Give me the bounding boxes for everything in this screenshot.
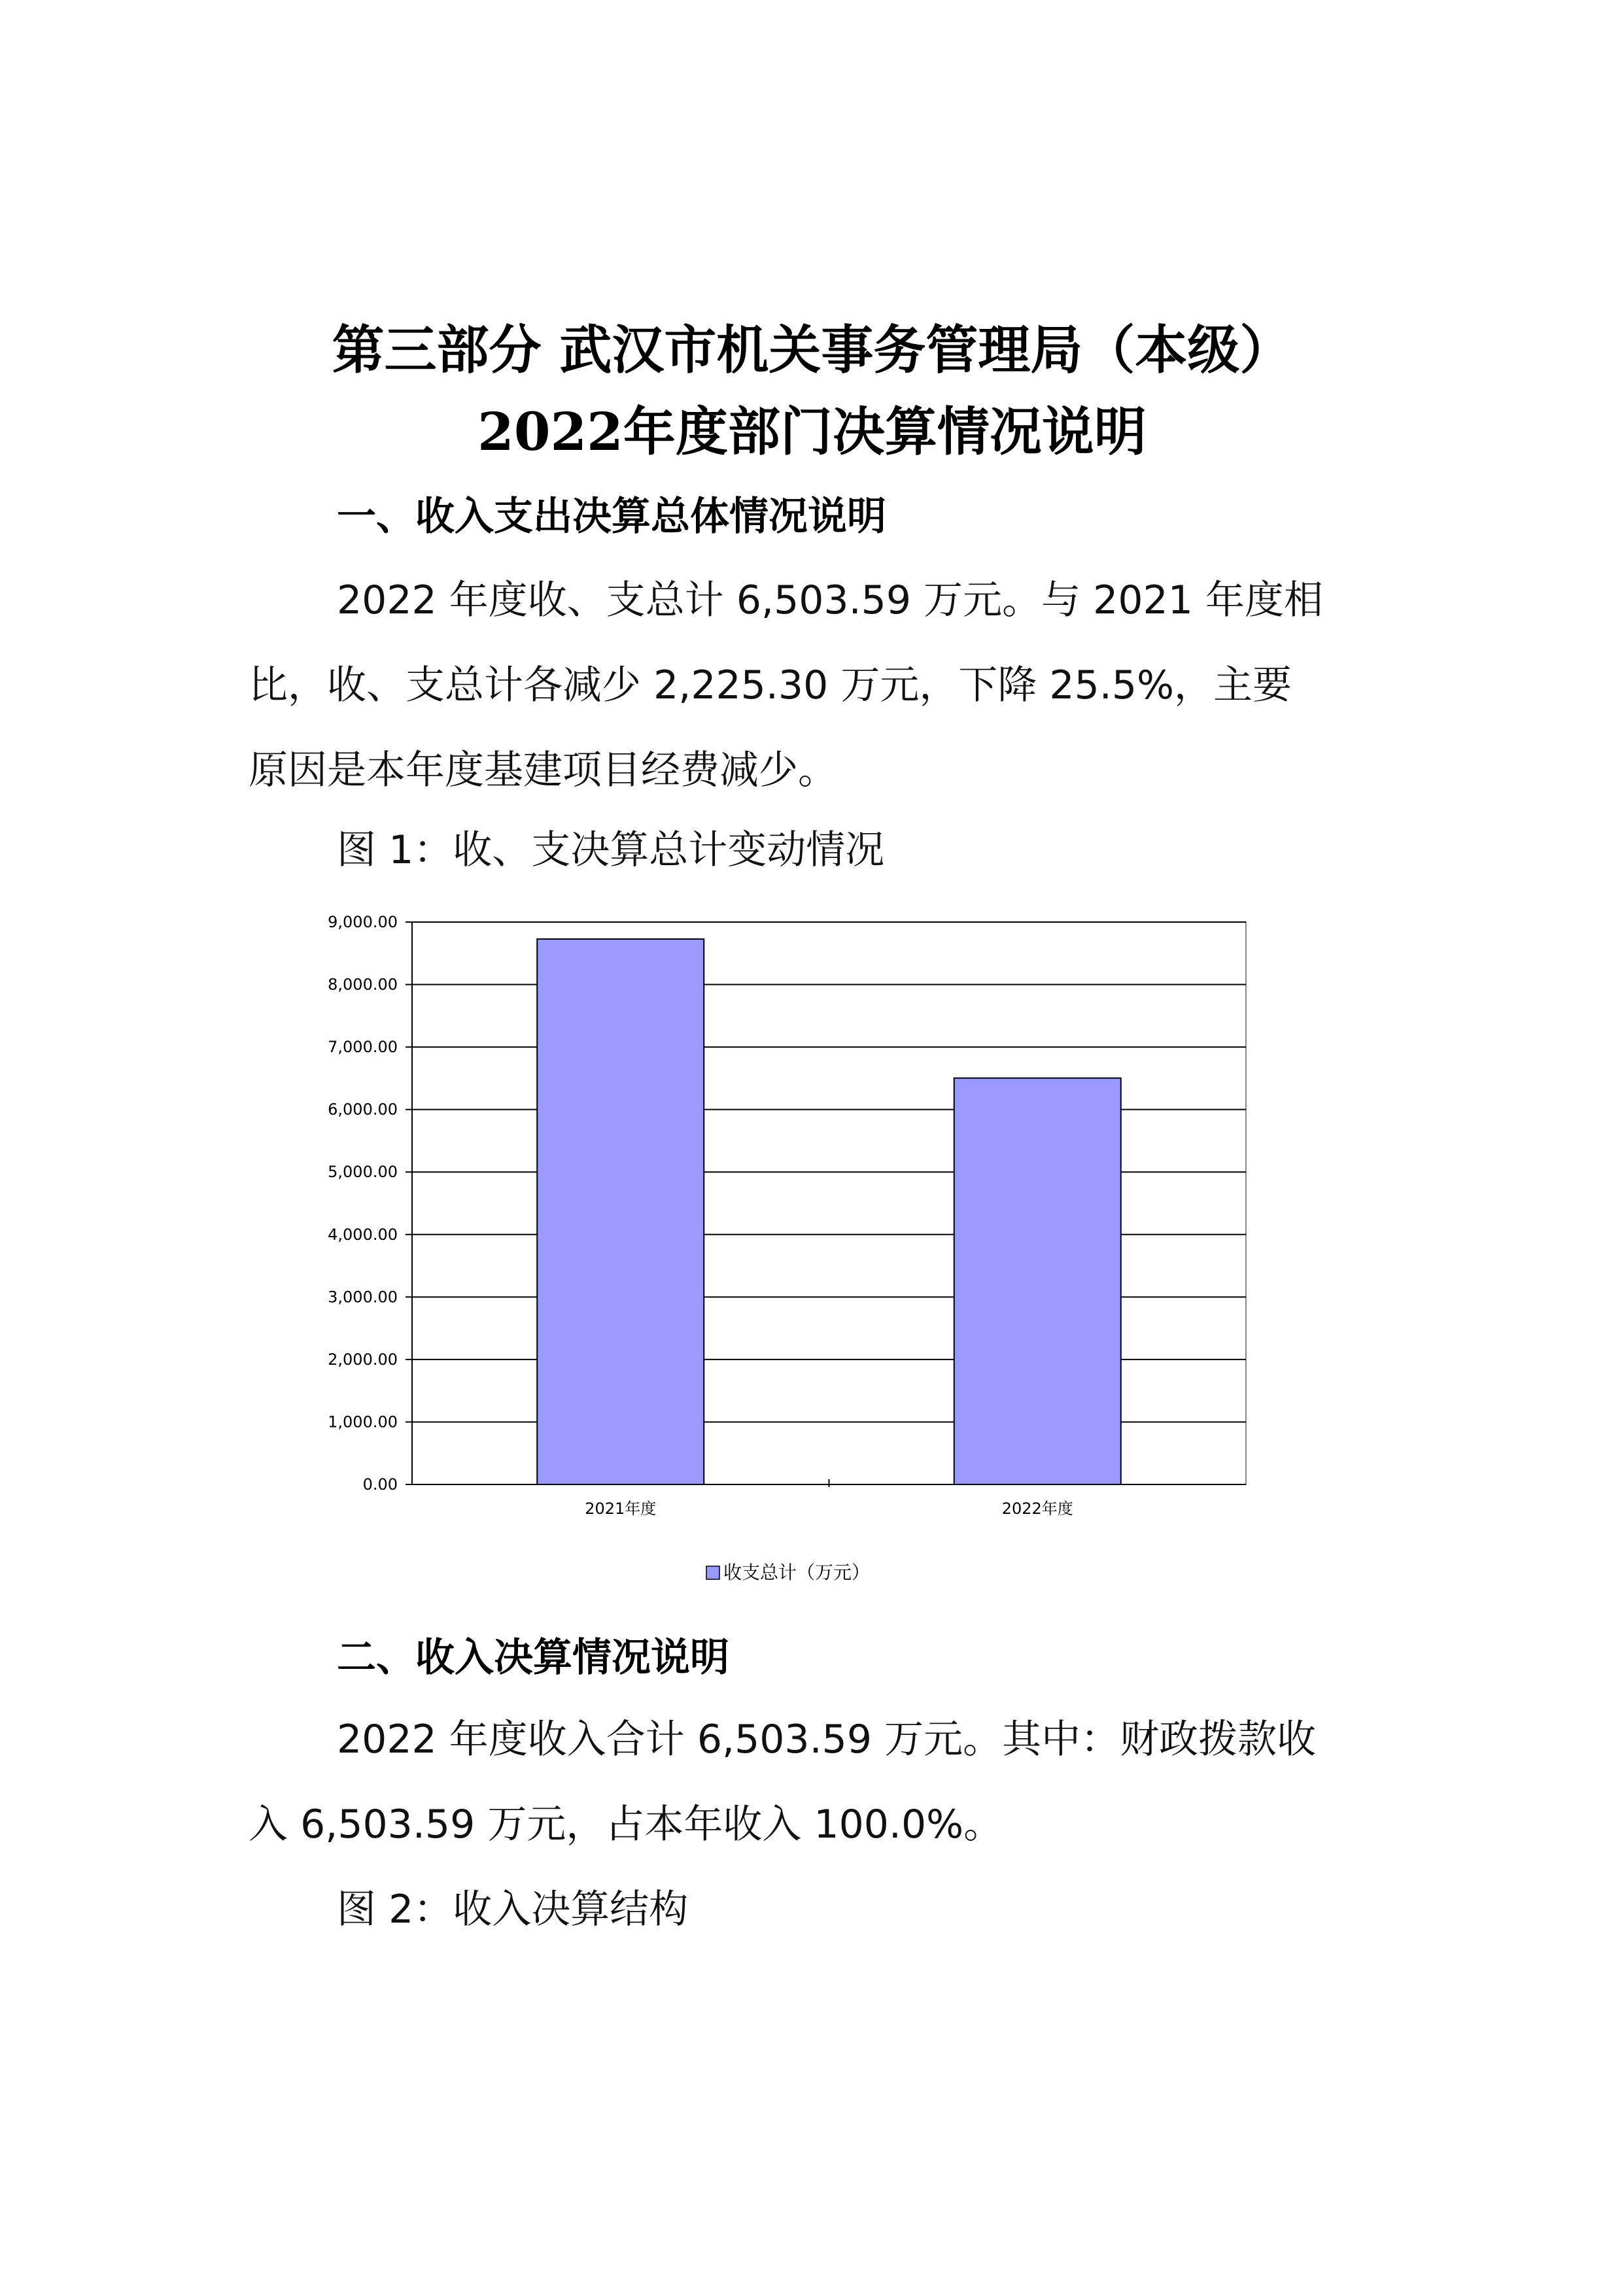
section-1-paragraph-line-2: 比，收、支总计各减少 2,225.30 万元，下降 25.5%，主要 (249, 662, 1292, 708)
page-title-line-1: 第三部分 武汉市机关事务管理局（本级） (332, 319, 1292, 381)
chart-legend-label: 收支总计（万元） (723, 1562, 871, 1583)
chart-bar (537, 939, 704, 1484)
chart-ytick-label: 9,000.00 (328, 913, 398, 931)
chart-ytick-label: 7,000.00 (328, 1038, 398, 1057)
chart-ytick-label: 6,000.00 (328, 1100, 398, 1119)
income-expenditure-bar-chart (249, 896, 1269, 1615)
page-title-line-2: 2022年度部门决算情况说明 (477, 401, 1147, 462)
chart-ytick-label: 1,000.00 (328, 1413, 398, 1431)
chart-ytick-label: 8,000.00 (328, 975, 398, 994)
figure-1-caption: 图 1：收、支决算总计变动情况 (337, 827, 885, 873)
section-1-heading: 一、收入支出决算总体情况说明 (337, 494, 886, 540)
section-2-heading: 二、收入决算情况说明 (337, 1635, 729, 1681)
section-2-paragraph-line-2: 入 6,503.59 万元，占本年收入 100.0%。 (249, 1802, 1003, 1847)
chart-bar (954, 1078, 1121, 1484)
section-1-paragraph-line-3: 原因是本年度基建项目经费减少。 (249, 747, 837, 793)
chart-ytick-label: 5,000.00 (328, 1163, 398, 1182)
figure-2-caption: 图 2：收入决算结构 (337, 1887, 689, 1932)
chart-ytick-label: 4,000.00 (328, 1225, 398, 1244)
chart-legend-swatch (706, 1566, 719, 1579)
chart-ytick-label: 0.00 (362, 1475, 398, 1494)
chart-xtick-label: 2022年度 (1001, 1499, 1073, 1518)
chart-xtick-label: 2021年度 (585, 1499, 657, 1518)
chart-ytick-label: 3,000.00 (328, 1288, 398, 1307)
chart-ytick-label: 2,000.00 (328, 1350, 398, 1369)
section-2-paragraph-line-1: 2022 年度收入合计 6,503.59 万元。其中：财政拨款收 (337, 1717, 1317, 1762)
section-1-paragraph-line-1: 2022 年度收、支总计 6,503.59 万元。与 2021 年度相 (337, 577, 1323, 623)
